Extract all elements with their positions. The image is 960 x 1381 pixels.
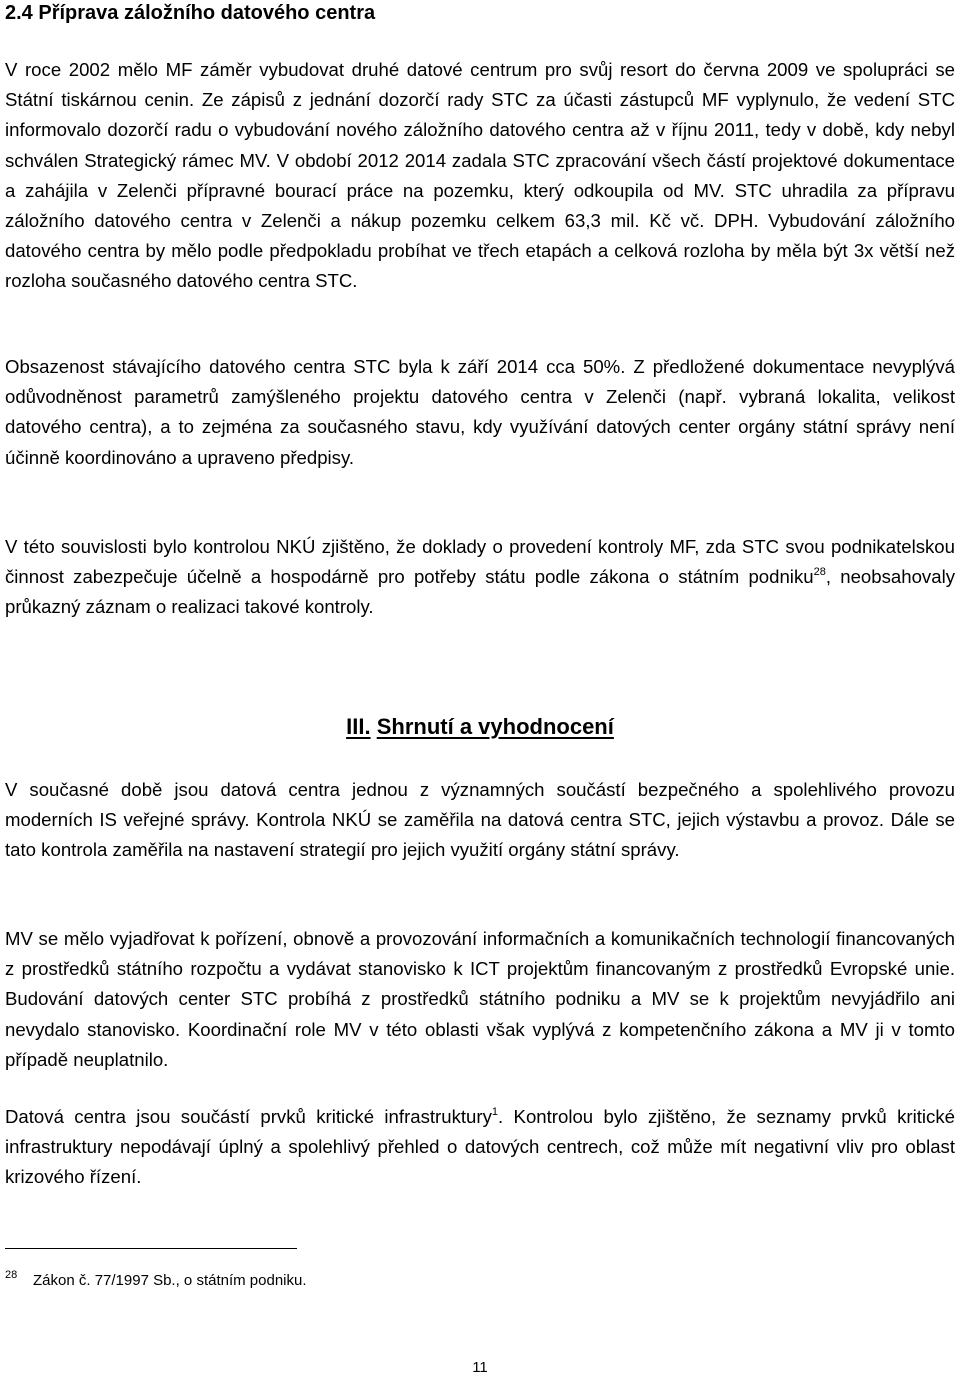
footnote [5,1264,307,1292]
paragraph-nku-finding-text: V této souvislosti bylo kontrolou NKÚ zjištěno, že doklady o provedení kontroly MF, zda STC svou podnikatelskou činnost zabezpečuje účelně a hospodárně pro potřeby státu podle zákona o státním podniku [5,536,955,588]
paragraph-mv-role: MV se mělo vyjadřovat k pořízení, obnově a provozování informačních a komunikačních technologií financovaných z prostředků státního rozpočtu a vydávat stanovisko k ICT projektům financovaným z prostředků Evropské unie. Budování datových center STC probíhá z prostředků státního podniku a MV se k projektům nevyjádřilo ani nevydalo stanovisko. Koordinační role MV v této oblasti však vyplývá z kompetenčního zákona a MV ji v tomto případě neuplatnilo. [5,928,955,1070]
paragraph-nku-finding-text-after: , neobsahovaly průkazný záznam o realizaci takové kontroly. [5,566,955,618]
section-heading: 2.4 Příprava záložního datového centra [5,2,376,24]
footnote-number: 28 [5,1269,18,1281]
paragraph-summary-intro: V současné době jsou datová centra jednou z významných součástí bezpečného a spolehlivého provozu moderních IS veřejné správy. Kontrola NKÚ se zaměřila na datová centra STC, jejich výstavbu a provoz. Dále se tato kontrola zaměřila na nastavení strategií pro jejich využití orgány státní správy. [5,779,955,861]
paragraph-occupancy: Obsazenost stávajícího datového centra STC byla k září 2014 cca 50%. Z předložené dokumentace nevyplývá odůvodněnost parametrů zamýšleného projektu datového centra v Zelenči (např. vybraná lokalita, velikost datového centra), a to zejména za současného stavu, kdy využívání datových center orgány státní správy není účinně koordinováno a upraveno předpisy. [5,356,955,468]
page-number: 11 [472,1359,488,1376]
chapter-heading [0,712,960,742]
footnote-text: Zákon č. 77/1997 Sb., o státním podniku. [33,1272,307,1289]
paragraph-critical-infrastructure-text: Datová centra jsou součástí prvků kritické infrastruktury [5,1106,492,1127]
paragraph-nku-finding [5,532,955,623]
paragraph-backup-datacenter-plan: V roce 2002 mělo MF záměr vybudovat druhé datové centrum pro svůj resort do června 2009 ve spolupráci se Státní tiskárnou cenin. Ze zápisů z jednání dozorčí rady STC za účasti zástupců MF vyplynulo, že vedení STC informovalo dozorčí radu o vybudování nového záložního datového centra až v říjnu 2011, tedy v době, kdy nebyl schválen Strategický rámec MV. V období 2012 2014 zadala STC zpracování všech částí projektové dokumentace a zahájila v Zelenči přípravné bourací práce na pozemku, který odkoupila od MV. STC uhradila za přípravu záložního datového centra v Zelenči a nákup pozemku celkem 63,3 mil. Kč vč. DPH. Vybudování záložního datového centra by mělo podle předpokladu probíhat ve třech etapách a celková rozloha by měla být 3x větší než rozloha současného datového centra STC. [5,59,955,292]
footnote-divider [5,1248,297,1249]
footnote-reference[interactable]: 28 [813,566,826,579]
paragraph-critical-infrastructure-text-after: . Kontrolou bylo zjištěno, že seznamy prvků kritické infrastruktury nepodávají úplný a spolehlivý přehled o datových centrech, což může mít negativní vliv pro oblast krizového řízení. [5,1106,955,1188]
footnote-reference-1[interactable]: 1 [491,1105,499,1118]
paragraph-critical-infrastructure [5,1102,955,1193]
chapter-number: III. [346,714,371,739]
chapter-title: Shrnutí a vyhodnocení [376,714,614,739]
